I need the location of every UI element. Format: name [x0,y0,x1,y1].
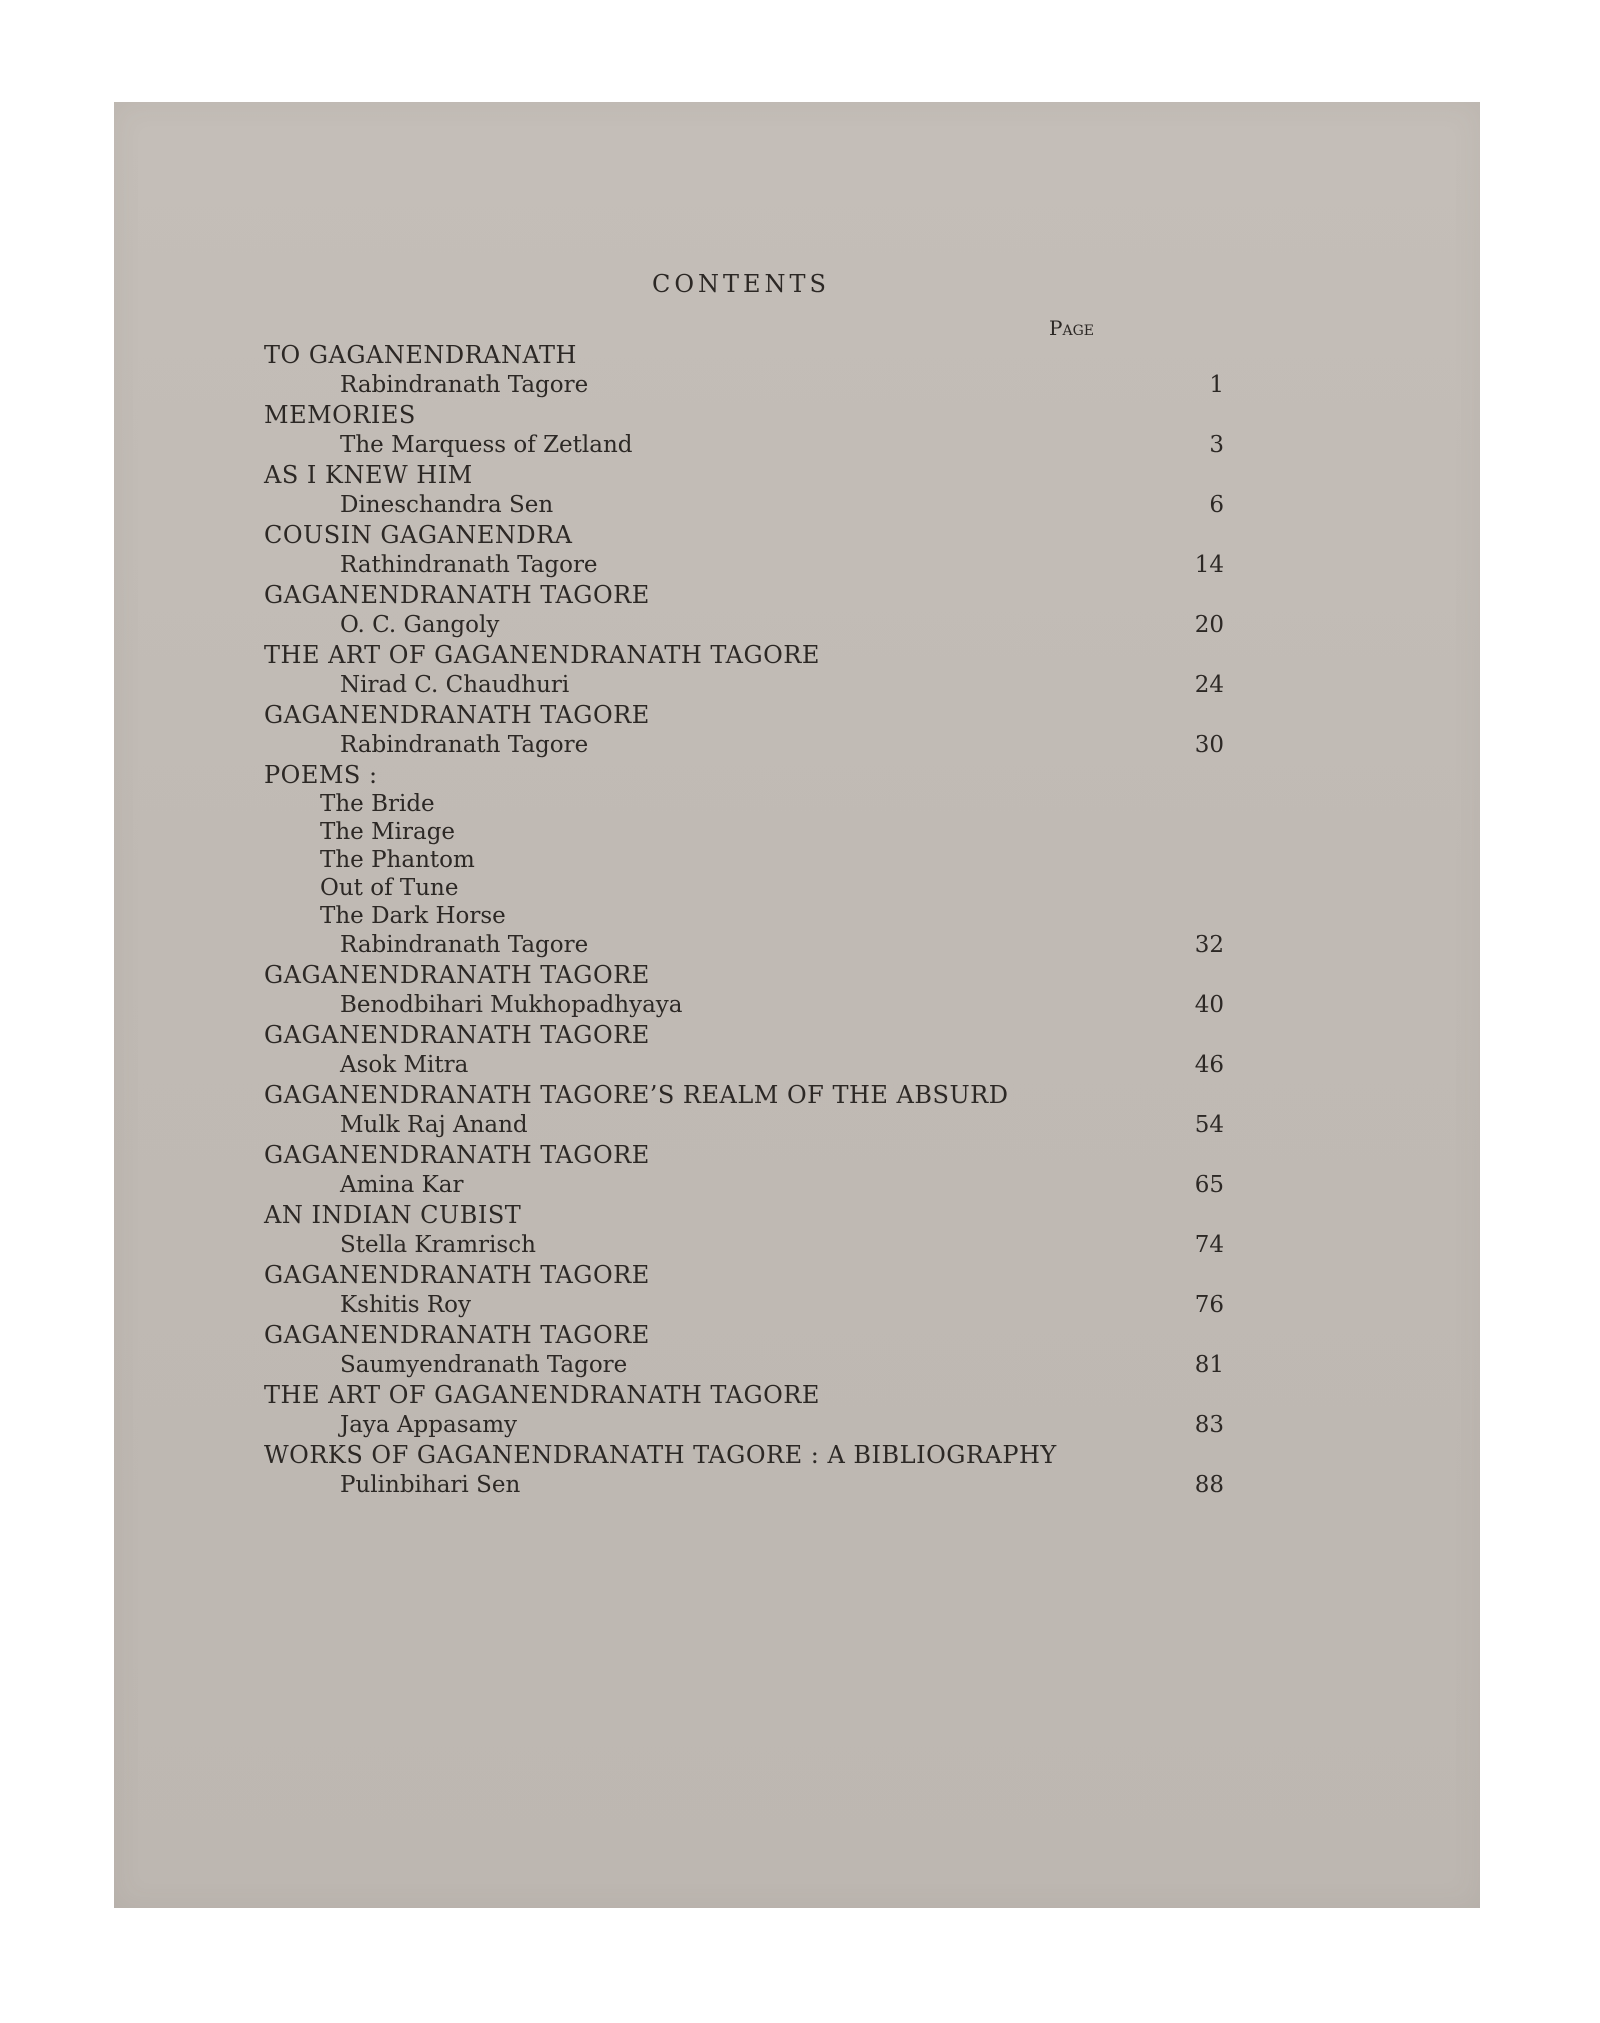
entry-page-number: 24 [1194,672,1224,698]
entry-title: GAGANENDRANATH TAGORE [264,1141,650,1169]
poem-row [264,790,1224,818]
toc-entry-title-row [264,400,1224,430]
entry-page-number: 14 [1194,552,1224,578]
toc-entry-title-row [264,1320,1224,1350]
entry-page-number: 6 [1209,492,1224,518]
entry-page-number: 40 [1194,992,1224,1018]
toc-entry-title-row [264,700,1224,730]
entry-title: GAGANENDRANATH TAGORE [264,701,650,729]
entry-page-number: 46 [1194,1052,1224,1078]
entry-title: GAGANENDRANATH TAGORE [264,1021,650,1049]
entry-page-number: 30 [1194,732,1224,758]
entry-title: MEMORIES [264,401,416,429]
toc-entry-author-row [264,430,1224,460]
toc-entry-title-row [264,460,1224,490]
entry-page-number: 74 [1194,1232,1224,1258]
entry-page-number: 65 [1194,1172,1224,1198]
toc-entry-title-row [264,640,1224,670]
toc-entry-author-row [264,1170,1224,1200]
entry-author: Rabindranath Tagore [340,372,589,398]
entry-author: O. C. Gangoly [340,612,500,638]
entry-title: THE ART OF GAGANENDRANATH TAGORE [264,641,820,669]
poem-row [264,846,1224,874]
toc-entry-author-row [264,1470,1224,1500]
poem-title: The Bride [320,791,435,817]
entry-page-number: 3 [1209,432,1224,458]
toc-entry-title-row [264,1380,1224,1410]
poem-title: Out of Tune [320,875,459,901]
entry-page-number: 76 [1194,1292,1224,1318]
toc-entry-author-row [264,370,1224,400]
toc-entry-title-row [264,1140,1224,1170]
toc-entry-author-row [264,1290,1224,1320]
entry-title: GAGANENDRANATH TAGORE [264,961,650,989]
toc-entry-author-row [264,930,1224,960]
table-of-contents [264,340,1224,1500]
entry-author: Amina Kar [340,1172,464,1198]
toc-entry-title-row [264,1200,1224,1230]
toc-entry-title-row [264,960,1224,990]
toc-entry-title-row [264,340,1224,370]
entry-author: Pulinbihari Sen [340,1472,521,1498]
toc-entry-author-row [264,490,1224,520]
entry-page-number: 54 [1194,1112,1224,1138]
entry-author: Asok Mitra [340,1052,469,1078]
poem-row [264,902,1224,930]
entry-page-number: 88 [1194,1472,1224,1498]
entry-author: Dineschandra Sen [340,492,554,518]
toc-entry-author-row [264,730,1224,760]
toc-entry-author-row [264,1350,1224,1380]
toc-entry-author-row [264,1410,1224,1440]
toc-entry-title-row [264,1020,1224,1050]
entry-page-number: 20 [1194,612,1224,638]
entry-title: AN INDIAN CUBIST [264,1201,522,1229]
entry-title: TO GAGANENDRANATH [264,341,577,369]
entry-title: WORKS OF GAGANENDRANATH TAGORE : A BIBLIOGRAPHY [264,1441,1057,1469]
entry-author: The Marquess of Zetland [340,432,633,458]
toc-entry-title-row [264,520,1224,550]
entry-author: Benodbihari Mukhopadhyaya [340,992,683,1018]
toc-entry-author-row [264,1110,1224,1140]
poem-row [264,874,1224,902]
toc-entry-author-row [264,670,1224,700]
entry-page-number: 32 [1194,932,1224,958]
entry-author: Kshitis Roy [340,1292,472,1318]
entry-author: Rabindranath Tagore [340,932,589,958]
toc-entry-title-row [264,1260,1224,1290]
toc-entry-author-row [264,1050,1224,1080]
entry-title: AS I KNEW HIM [264,461,473,489]
entry-author: Rathindranath Tagore [340,552,598,578]
entry-title: THE ART OF GAGANENDRANATH TAGORE [264,1381,820,1409]
toc-entry-author-row [264,550,1224,580]
entry-title: GAGANENDRANATH TAGORE [264,1261,650,1289]
entry-author: Nirad C. Chaudhuri [340,672,570,698]
entry-author: Mulk Raj Anand [340,1112,528,1138]
entry-title: COUSIN GAGANENDRA [264,521,573,549]
toc-entry-author-row [264,1230,1224,1260]
entry-author: Jaya Appasamy [340,1412,518,1438]
entry-title: GAGANENDRANATH TAGORE [264,581,650,609]
poem-title: The Phantom [320,847,475,873]
book-page [114,102,1480,1908]
entry-page-number: 1 [1209,372,1224,398]
toc-poems-title-row [264,760,1224,790]
entry-page-number: 83 [1194,1412,1224,1438]
entry-author: Rabindranath Tagore [340,732,589,758]
toc-entry-author-row [264,990,1224,1020]
toc-entry-title-row [264,1440,1224,1470]
entry-title: GAGANENDRANATH TAGORE [264,1321,650,1349]
entry-title: GAGANENDRANATH TAGORE’S REALM OF THE ABSURD [264,1081,1009,1109]
poem-row [264,818,1224,846]
poems-title: POEMS : [264,761,378,789]
toc-entry-author-row [264,610,1224,640]
poem-title: The Dark Horse [320,903,506,929]
poem-title: The Mirage [320,819,456,845]
entry-author: Saumyendranath Tagore [340,1352,628,1378]
page-column-heading: Page [1049,316,1094,340]
contents-heading: CONTENTS [651,270,830,298]
toc-entry-title-row [264,1080,1224,1110]
entry-author: Stella Kramrisch [340,1232,536,1258]
entry-page-number: 81 [1194,1352,1224,1378]
toc-entry-title-row [264,580,1224,610]
